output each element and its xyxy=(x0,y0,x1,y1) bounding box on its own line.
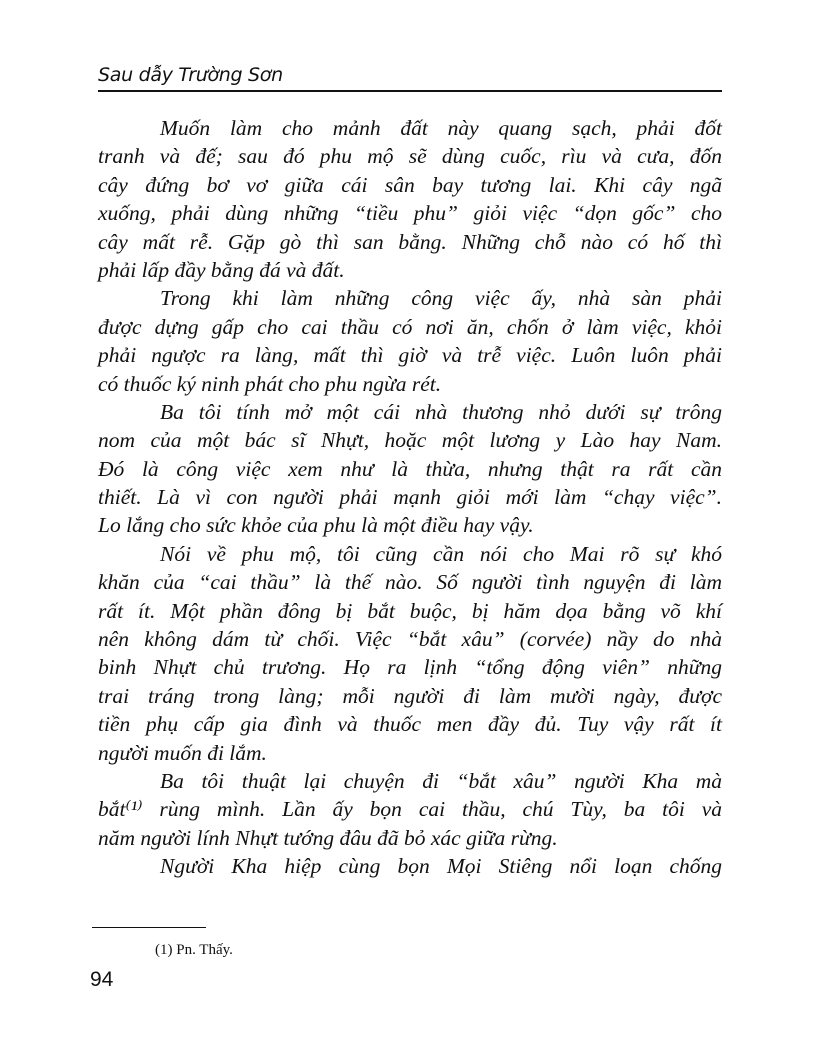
text-line: thiết. Là vì con người phải mạnh giỏi mới làm “chạy việc”. xyxy=(98,485,722,510)
text-line: cây mất rễ. Gặp gò thì san bằng. Những chỗ nào có hố thì xyxy=(98,229,722,254)
paragraph xyxy=(98,540,722,767)
paragraph xyxy=(98,767,722,852)
text-line: Muốn làm cho mảnh đất này quang sạch, phải đốt xyxy=(160,116,722,140)
body-text xyxy=(98,114,722,881)
text-line: bắt⁽¹⁾ rùng mình. Lần ấy bọn cai thầu, chú Tùy, ba tôi và xyxy=(98,797,722,822)
text-line: năm người lính Nhựt tướng đâu đã bỏ xác giữa rừng. xyxy=(98,825,558,850)
text-line: Lo lắng cho sức khỏe của phu là một điều hay vậy. xyxy=(98,513,534,538)
page-number: 94 xyxy=(90,968,114,991)
text-line: được dựng gấp cho cai thầu có nơi ăn, chốn ở làm việc, khỏi xyxy=(98,314,722,339)
paragraph xyxy=(98,284,722,398)
text-line: binh Nhựt chủ trương. Họ ra lịnh “tổng động viên” những xyxy=(98,655,722,680)
running-header xyxy=(98,64,722,92)
text-line: Ba tôi tính mở một cái nhà thương nhỏ dưới sự trông xyxy=(160,399,722,424)
text-line: Đó là công việc xem như là thừa, nhưng thật ra rất cần xyxy=(98,456,722,481)
text-line: Ba tôi thuật lại chuyện đi “bắt xâu” người Kha mà xyxy=(160,768,722,793)
text-line: phải ngược ra làng, mất thì giờ và trễ việc. Luôn luôn phải xyxy=(98,343,722,368)
paragraph xyxy=(98,114,722,284)
footnote: (1) Pn. Thấy. xyxy=(155,942,233,958)
text-line: phải lấp đầy bằng đá và đất. xyxy=(98,257,345,282)
text-line: tranh và đế; sau đó phu mộ sẽ dùng cuốc, rìu và cưa, đốn xyxy=(98,144,722,169)
text-line: rất ít. Một phần đông bị bắt buộc, bị hăm dọa bằng võ khí xyxy=(98,598,722,623)
text-line: Trong khi làm những công việc ấy, nhà sàn phải xyxy=(160,286,722,311)
text-line: nom của một bác sĩ Nhựt, hoặc một lương y Lào hay Nam. xyxy=(98,428,722,453)
text-line: có thuốc ký ninh phát cho phu ngừa rét. xyxy=(98,371,442,396)
text-line: Nói về phu mộ, tôi cũng cần nói cho Mai rõ sự khó xyxy=(160,541,722,566)
text-line: trai tráng trong làng; mỗi người đi làm mười ngày, được xyxy=(98,683,722,708)
text-line: người muốn đi lắm. xyxy=(98,740,267,765)
running-header-title: Sau dẫy Trường Sơn xyxy=(98,64,283,86)
text-line: Người Kha hiệp cùng bọn Mọi Stiêng nổi loạn chống xyxy=(160,854,722,879)
text-line: cây đứng bơ vơ giữa cái sân bay tương lai. Khi cây ngã xyxy=(98,172,722,197)
footnote-divider xyxy=(92,927,206,928)
paragraph xyxy=(98,852,722,880)
text-line: tiền phụ cấp gia đình và thuốc men đầy đủ. Tuy vậy rất ít xyxy=(98,712,722,737)
text-line: xuống, phải dùng những “tiều phu” giỏi việc “dọn gốc” cho xyxy=(98,201,722,226)
text-line: khăn của “cai thầu” là thế nào. Số người tình nguyện đi làm xyxy=(98,570,722,595)
text-line: nên không dám từ chối. Việc “bắt xâu” (corvée) nầy do nhà xyxy=(98,627,722,652)
paragraph xyxy=(98,398,722,540)
